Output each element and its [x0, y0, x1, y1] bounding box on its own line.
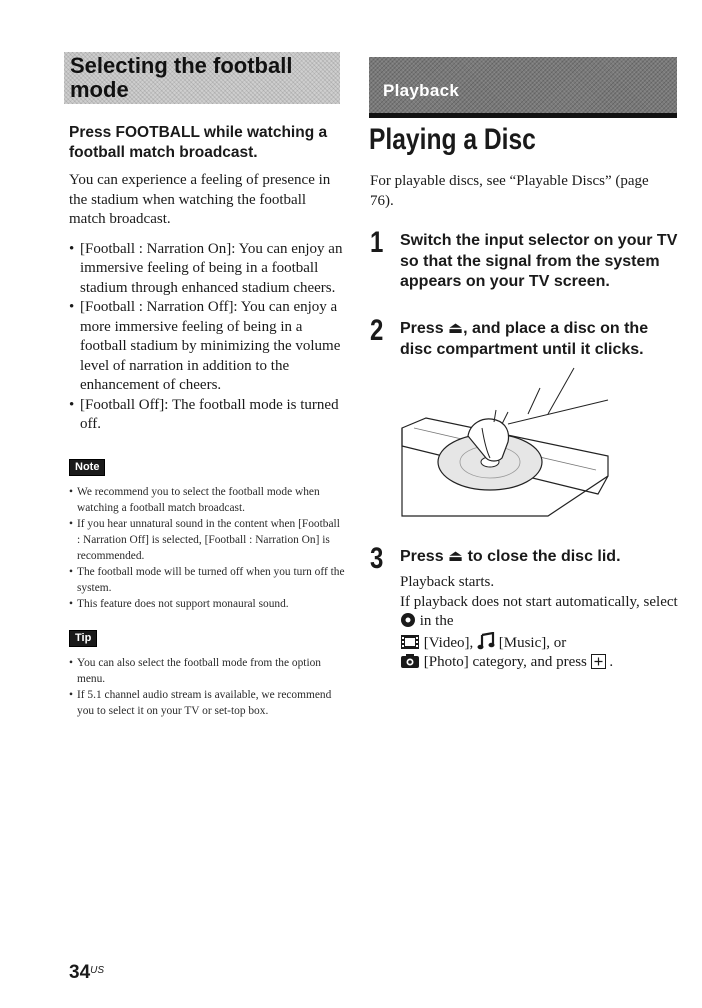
note-item: • We recommend you to select the football mode when watching a football match broadcast.: [69, 484, 345, 516]
step-3-body: [400, 573, 680, 673]
photo-icon: [400, 653, 420, 669]
section-title: Selecting the football mode: [70, 53, 293, 102]
step-text: Press ⏏, and place a disc on the disc compartment until it clicks.: [400, 320, 649, 358]
tip-item: • You can also select the football mode from the option menu.: [69, 655, 345, 687]
note-item: • If you hear unnatural sound in the content when [Football : Narration Off] is selected, [Football : Narration On] is recommended.: [69, 516, 345, 564]
video-icon: [400, 634, 420, 650]
step-number: 2: [370, 314, 384, 347]
list-item: • [Football : Narration On]: You can enjoy an immersive feeling of being in a football stadium through enhanced stadium cheers.: [69, 240, 345, 299]
page-title: Playing a Disc: [369, 123, 536, 156]
list-item: • [Football Off]: The football mode is turned off.: [69, 396, 345, 435]
tip-badge: Tip: [69, 630, 97, 647]
tip-item: • If 5.1 channel audio stream is available, we recommend you to select it on your TV or set-top box.: [69, 687, 345, 719]
left-column: [69, 123, 345, 719]
step-number: 1: [370, 226, 384, 259]
list-item: • [Football : Narration Off]: You can enjoy a more immersive feeling of being in a football stadium by minimizing the volume level of narration in addition to the enhancement of cheers.: [69, 298, 345, 396]
note-list: [69, 484, 345, 612]
intro-text: You can experience a feeling of presence in the stadium when watching the football match broadcast.: [69, 172, 331, 227]
page-number: $34^{US}$: [69, 962, 105, 983]
note-item: • The football mode will be turned off when you turn off the system.: [69, 564, 345, 596]
step-3-line: [Video], [Music], or: [400, 632, 680, 654]
step-3-line: [Photo] category, and press .: [400, 653, 680, 673]
section-title-box: [64, 52, 340, 104]
enter-icon: [400, 612, 416, 628]
step-3-line: If playback does not start automatically, select in the: [400, 593, 678, 629]
note-badge: Note: [69, 459, 105, 476]
playback-band: [369, 57, 677, 118]
note-item: • This feature does not support monaural sound.: [69, 596, 345, 612]
football-mode-list: [69, 240, 345, 435]
step-text: Press ⏏ to close the disc lid.: [400, 548, 621, 565]
instruction: Press FOOTBALL while watching a football match broadcast.: [69, 124, 328, 161]
right-intro: For playable discs, see “Playable Discs” (page 76).: [370, 173, 649, 209]
step-text: Switch the input selector on your TV so that the signal from the system appears on your TV screen.: [400, 232, 678, 290]
band-label: Playback: [383, 81, 460, 100]
step-3-line: Playback starts.: [400, 574, 495, 590]
music-icon: [477, 632, 495, 650]
step-number: 3: [370, 542, 384, 575]
disc-tray-illustration: [398, 366, 618, 526]
tip-list: [69, 655, 345, 719]
plus-button-icon: [591, 654, 606, 669]
